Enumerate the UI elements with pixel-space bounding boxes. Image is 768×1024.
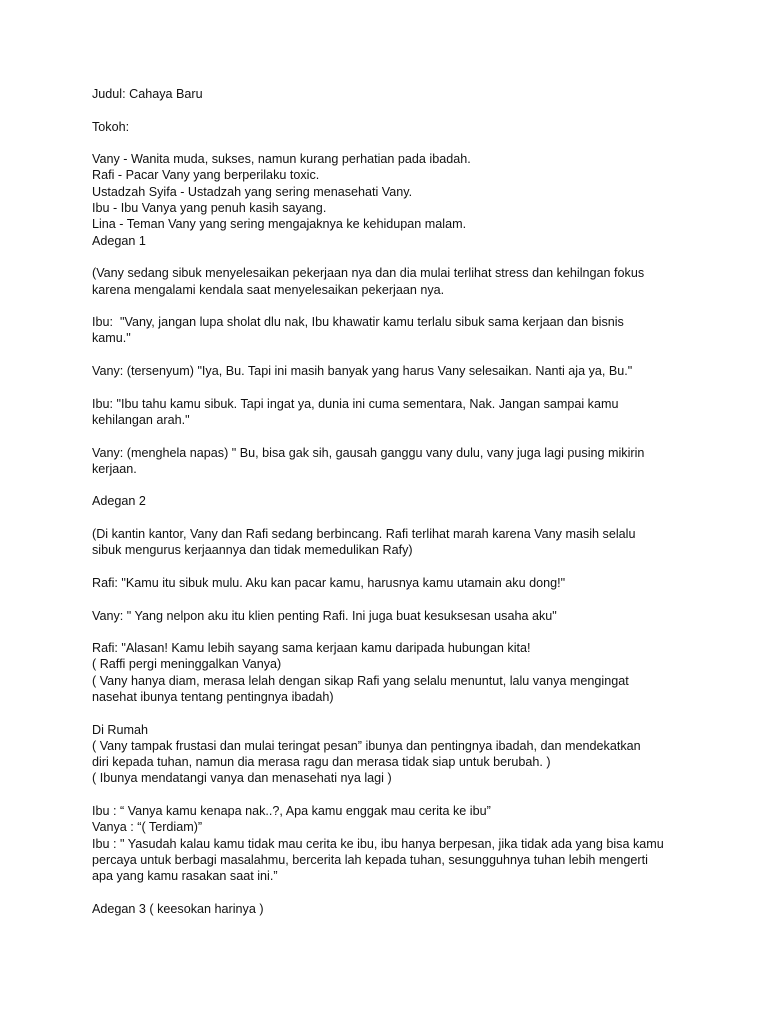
text-line: karena mengalami kendala saat menyelesaikan pekerjaan nya. [92, 282, 445, 297]
text-line: percaya untuk berbagi masalahmu, bercerita lah kepada tuhan, sesungguhnya tuhan lebih mengerti [92, 852, 648, 867]
spacer [92, 559, 682, 575]
dialogue [92, 640, 682, 705]
text-line: (Di kantin kantor, Vany dan Rafi sedang berbincang. Rafi terlihat marah karena Vany masih selalu [92, 527, 636, 542]
dialogue [92, 803, 682, 884]
text-line: nasehat ibunya tentang pentingnya ibadah) [92, 689, 334, 704]
spacer [92, 347, 682, 363]
spacer [92, 624, 682, 640]
dialogue [92, 314, 682, 347]
text-line: ( Vany hanya diam, merasa lelah dengan sikap Rafi yang selalu menuntut, lalu vanya mengingat [92, 673, 629, 688]
spacer [92, 379, 682, 395]
text-line: Ibu: "Ibu tahu kamu sibuk. Tapi ingat ya, dunia ini cuma sementara, Nak. Jangan sampai kamu [92, 396, 619, 411]
text-line: apa yang kamu rasakan saat ini.” [92, 869, 278, 884]
text-line: Rafi: "Alasan! Kamu lebih sayang sama kerjaan kamu daripada hubungan kita! [92, 641, 531, 656]
spacer [92, 477, 682, 493]
text-line: kehilangan arah." [92, 412, 190, 427]
spacer [92, 298, 682, 314]
character-item: Lina - Teman Vany yang sering mengajaknya ke kehidupan malam. [92, 217, 467, 232]
character-item: Ibu - Ibu Vanya yang penuh kasih sayang. [92, 201, 327, 216]
spacer [92, 705, 682, 721]
spacer [92, 510, 682, 526]
paragraph [92, 526, 682, 559]
text-line: ( Ibunya mendatangi vanya dan menasehati nya lagi ) [92, 771, 392, 786]
text-line: (Vany sedang sibuk menyelesaikan pekerjaan nya dan dia mulai terlihat stress dan kehilngan fokus [92, 266, 645, 281]
scene-heading: Adegan 2 [92, 494, 146, 509]
dialogue [92, 363, 682, 379]
spacer [92, 135, 682, 151]
spacer [92, 885, 682, 901]
spacer [92, 249, 682, 265]
text-line: Ibu : " Yasudah kalau kamu tidak mau cerita ke ibu, ibu hanya berpesan, jika tidak ada yang bisa kamu [92, 836, 664, 851]
document-title: Judul: Cahaya Baru [92, 87, 203, 101]
text-line: diri kepada tuhan, namun dia merasa ragu dan merasa tidak siap untuk berubah. ) [92, 755, 551, 770]
text-line: Vany: (menghela napas) " Bu, bisa gak sih, gausah ganggu vany dulu, vany juga lagi pusing mikirin [92, 445, 645, 460]
dialogue [92, 396, 682, 429]
character-item: Ustadzah Syifa - Ustadzah yang sering menasehati Vany. [92, 184, 413, 199]
text-line: ( Raffi pergi meninggalkan Vanya) [92, 657, 282, 672]
text-line: kamu." [92, 331, 131, 346]
scene-heading: Adegan 3 ( keesokan harinya ) [92, 901, 264, 916]
text-line: Vany: (tersenyum) "Iya, Bu. Tapi ini masih banyak yang harus Vany selesaikan. Nanti aja ya, Bu." [92, 364, 633, 379]
characters-heading: Tokoh: [92, 119, 130, 134]
text-line: ( Vany tampak frustasi dan mulai teringat pesan” ibunya dan pentingnya ibadah, dan mendekatkan [92, 738, 641, 753]
dialogue [92, 608, 682, 624]
dialogue [92, 445, 682, 478]
dialogue [92, 575, 682, 591]
text-line: kerjaan. [92, 461, 137, 476]
spacer [92, 787, 682, 803]
spacer [92, 591, 682, 607]
text-line: sibuk mengurus kerjaannya dan tidak memedulikan Rafy) [92, 543, 413, 558]
paragraph [92, 738, 682, 787]
text-line: Ibu : “ Vanya kamu kenapa nak..?, Apa kamu enggak mau cerita ke ibu” [92, 804, 491, 819]
text-line: Rafi: "Kamu itu sibuk mulu. Aku kan pacar kamu, harusnya kamu utamain aku dong!" [92, 575, 566, 590]
spacer [92, 102, 682, 118]
text-line: Vany: " Yang nelpon aku itu klien penting Rafi. Ini juga buat kesuksesan usaha aku" [92, 608, 557, 623]
paragraph [92, 265, 682, 298]
text-line: Vanya : “( Terdiam)” [92, 820, 203, 835]
spacer [92, 428, 682, 444]
script-text [92, 86, 682, 917]
character-item: Vany - Wanita muda, sukses, namun kurang perhatian pada ibadah. [92, 152, 471, 167]
character-list [92, 151, 682, 232]
scene-heading: Adegan 1 [92, 233, 146, 248]
scene-heading: Di Rumah [92, 722, 148, 737]
character-item: Rafi - Pacar Vany yang berperilaku toxic. [92, 168, 320, 183]
text-line: Ibu: "Vany, jangan lupa sholat dlu nak, Ibu khawatir kamu terlalu sibuk sama kerjaan dan bisnis [92, 315, 624, 330]
